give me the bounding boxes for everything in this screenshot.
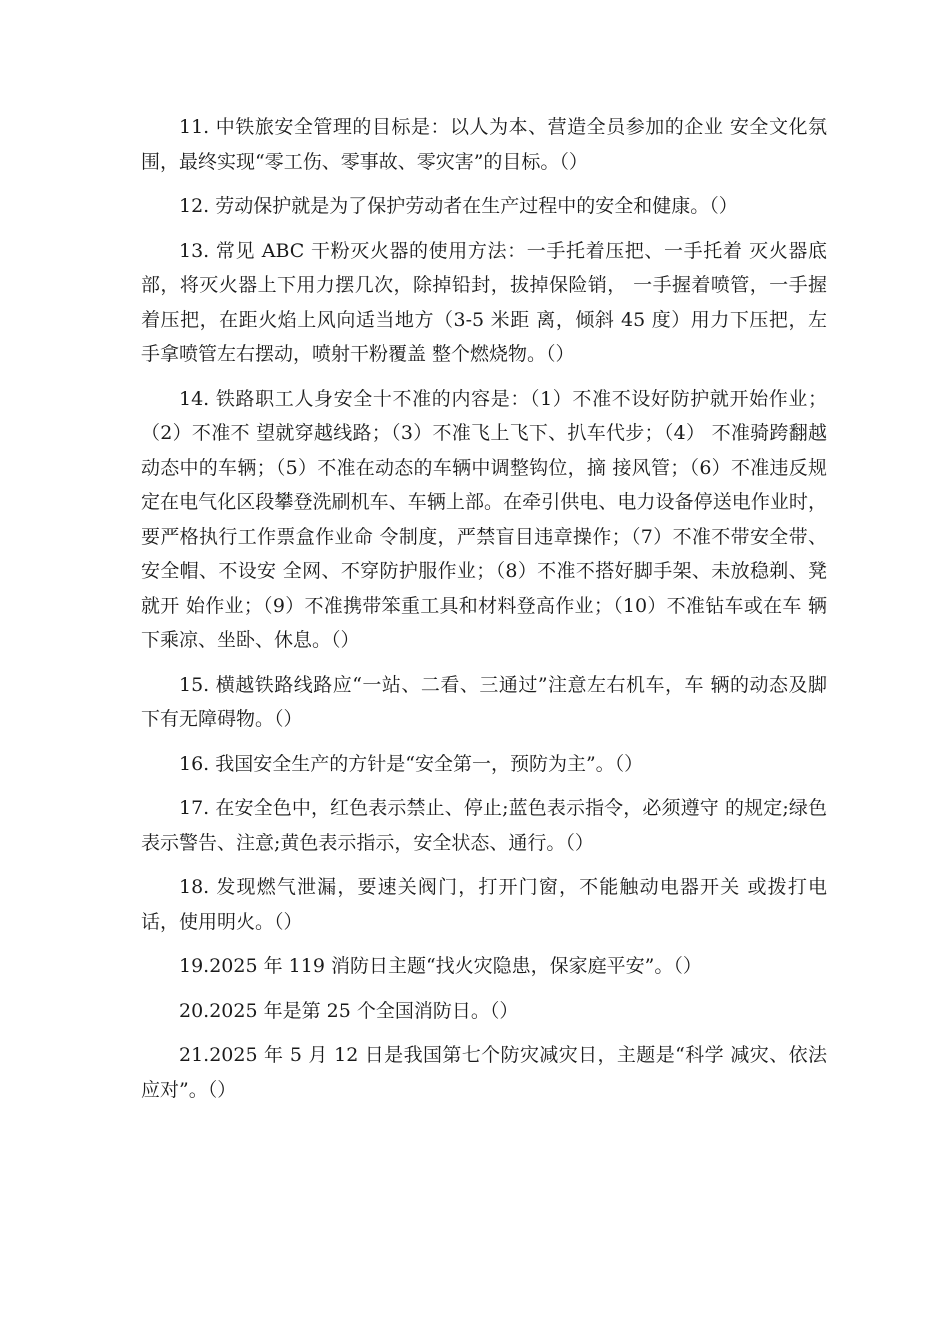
question-item-18: 18. 发现燃气泄漏，要速关阀门，打开门窗，不能触动电器开关 或拨打电话，使用明火。（） — [141, 876, 827, 933]
question-item-21: 21.2025 年 5 月 12 日是我国第七个防灾减灾日，主题是“科学 减灾、依法应对”。（） — [141, 1044, 827, 1101]
question-item-17: 17. 在安全色中，红色表示禁止、停止;蓝色表示指令，必须遵守 的规定;绿色表示警告、注意;黄色表示指示，安全状态、通行。（） — [141, 797, 827, 854]
question-item-13: 13. 常见 ABC 干粉灭火器的使用方法：一手托着压把、一手托着 灭火器底部，将灭火器上下用力摆几次，除掉铅封，拔掉保险销， 一手握着喷管，一手握着压把，在距火焰上风向适当地方（3-5 米距 离，倾斜 45 度）用力下压把，左手拿喷管左右摆动，喷射干粉覆盖 整个燃烧物。（） — [141, 239, 827, 365]
question-item-16: 16. 我国安全生产的方针是“安全第一，预防为主”。（） — [179, 752, 644, 775]
question-item-20: 20.2025 年是第 25 个全国消防日。（） — [179, 999, 519, 1022]
question-item-19: 19.2025 年 119 消防日主题“找火灾隐患，保家庭平安”。（） — [179, 955, 702, 977]
question-item-12: 12. 劳动保护就是为了保护劳动者在生产过程中的安全和健康。（） — [179, 195, 738, 217]
question-item-14: 14. 铁路职工人身安全十不准的内容是：（1）不准不设好防护就开始作业；（2）不准不 望就穿越线路；（3）不准飞上飞下、扒车代步；（4） 不准骑跨翻越动态中的车辆；（5）不准在动态的车辆中调整钩位，摘 接风管；（6）不准违反规定在电气化区段攀登洗刷机车、车辆上部。在牵引供电、电力设备停送电作业时，要严格执行工作票盒作业命 令制度，严禁盲目违章操作；（7）不准不带安全带、安全帽、不设安 全网、不穿防护服作业；（8）不准不搭好脚手架、未放稳剃、凳就开 始作业；（9）不准携带笨重工具和材料登高作业；（10）不准钻车或在车 辆下乘凉、坐卧、休息。（） — [141, 387, 827, 651]
question-list — [141, 110, 827, 1117]
question-item-11: 11. 中铁旅安全管理的目标是：以人为本、营造全员参加的企业 安全文化氛围，最终实现“零工伤、零事故、零灾害”的目标。（） — [141, 116, 827, 173]
question-item-15: 15. 横越铁路线路应“一站、二看、三通过”注意左右机车，车 辆的动态及脚下有无障碍物。（） — [141, 673, 827, 730]
